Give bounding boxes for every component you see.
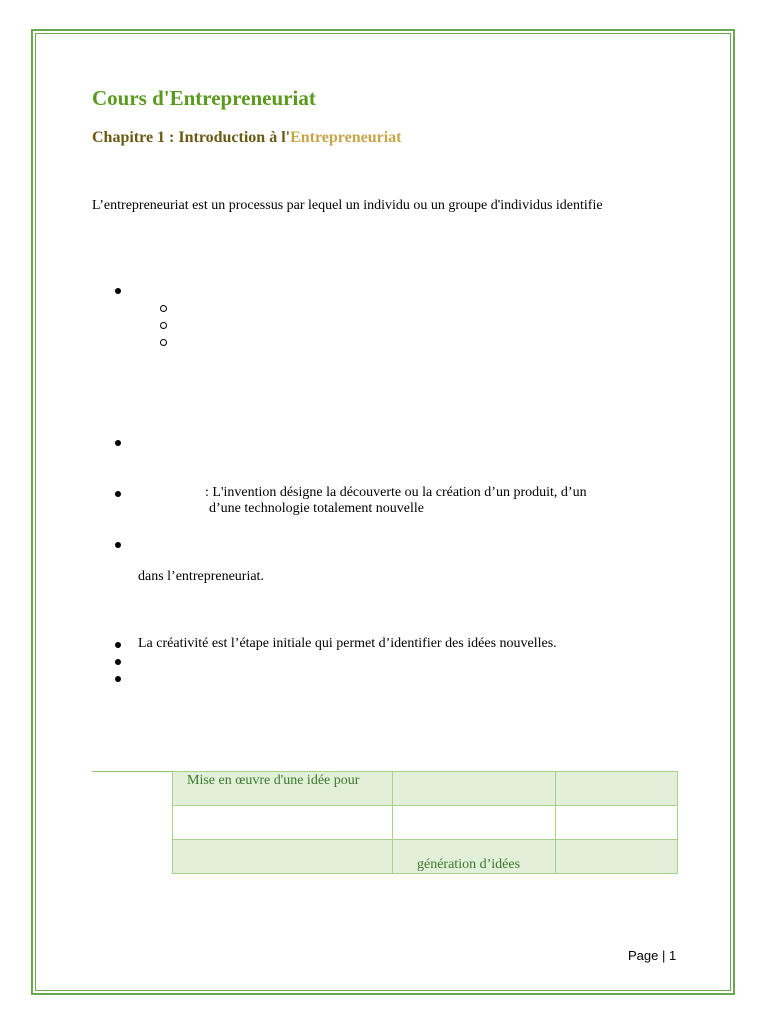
chapter-heading	[92, 129, 402, 147]
bullet-point	[115, 288, 121, 294]
page-number: Page | 1	[628, 948, 677, 963]
entrepreneuriat-text: dans l’entrepreneuriat.	[138, 569, 264, 584]
sub-bullet-point	[160, 339, 167, 346]
bullet-point	[115, 676, 121, 682]
bullet-point	[115, 659, 121, 665]
table-row	[173, 840, 678, 874]
table-row	[173, 772, 678, 806]
sub-bullet-point	[160, 322, 167, 329]
invention-definition-line2: d’une technologie totalement nouvelle	[209, 501, 424, 516]
creativite-text: La créativité est l’étape initiale qui permet d’identifier des idées nouvelles.	[138, 636, 557, 651]
table-cell: Mise en œuvre d'une idée pour	[173, 772, 393, 806]
table-cell	[393, 772, 556, 806]
table-cell	[556, 840, 678, 874]
table-cell	[556, 772, 678, 806]
invention-definition-line1: : L'invention désigne la découverte ou la création d’un produit, d’un	[205, 485, 587, 500]
table-cell	[556, 806, 678, 840]
bullet-point	[115, 642, 121, 648]
bullet-point	[115, 440, 121, 446]
chapter-heading-tail: Entrepreneuriat	[290, 129, 402, 146]
sub-bullet-point	[160, 305, 167, 312]
table-cell	[173, 840, 393, 874]
table-row	[173, 806, 678, 840]
table-cell	[393, 806, 556, 840]
intro-paragraph: L’entrepreneuriat est un processus par lequel un individu ou un groupe d'individus identifie	[92, 198, 603, 213]
table-cell	[173, 806, 393, 840]
document-title: Cours d'Entrepreneuriat	[92, 86, 316, 110]
bullet-point	[115, 542, 121, 548]
table-top-rule	[92, 771, 172, 772]
table-cell: génération d’idées	[393, 840, 556, 874]
chapter-heading-main: Chapitre 1 : Introduction à l'	[92, 129, 291, 146]
comparison-table	[172, 771, 678, 874]
bullet-point	[115, 491, 121, 497]
